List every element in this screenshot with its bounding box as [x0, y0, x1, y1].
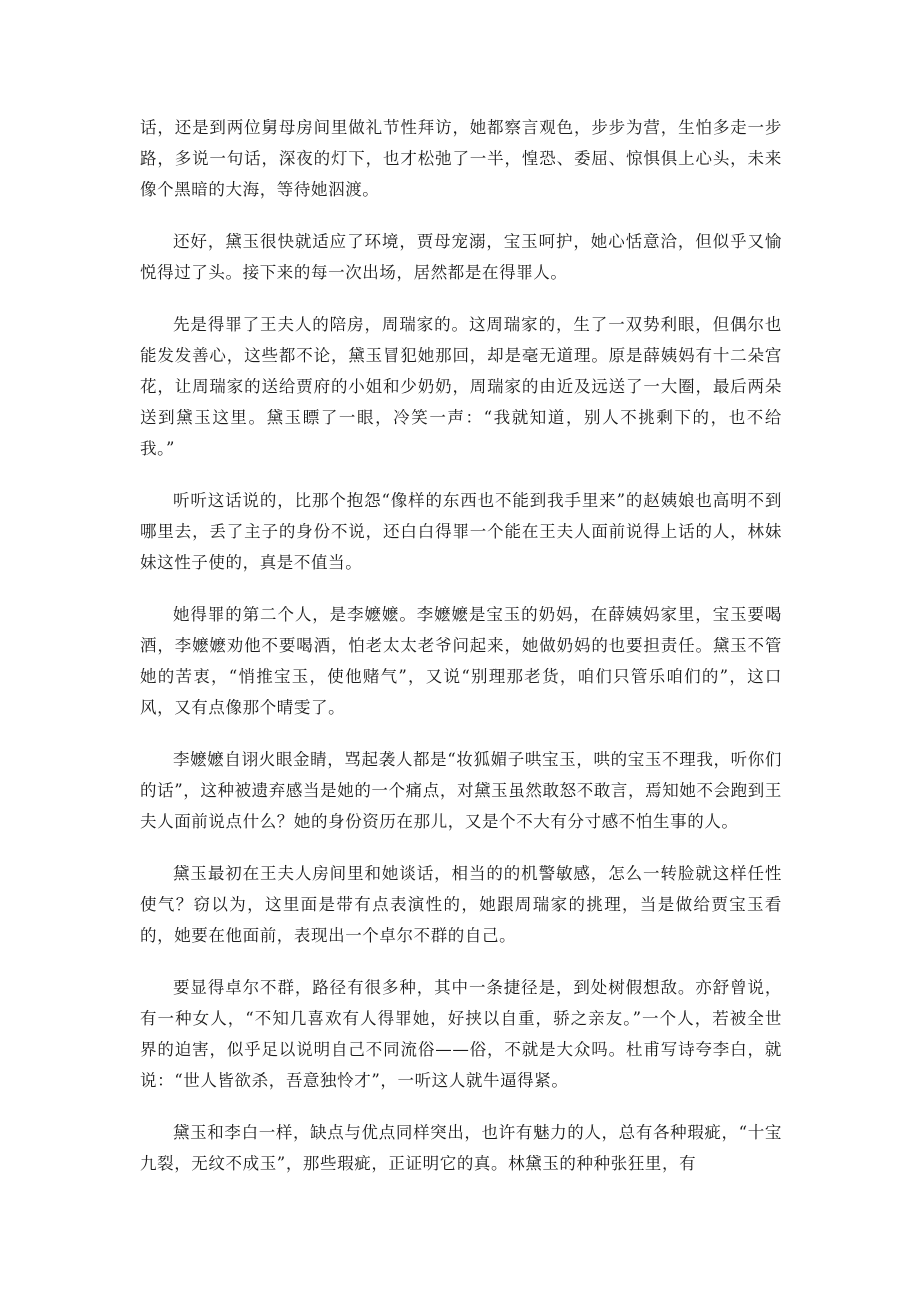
paragraph-7: 黛玉最初在王夫人房间里和她谈话，相当的的机警敏感，怎么一转脸就这样任性使气？窃以为，这里面是带有点表演性的，她跟周瑞家的挑理，当是做给贾宝玉看的，她要在他面前，表现出一个卓尔不群的自己。 [140, 864, 782, 945]
paragraph-5: 她得罪的第二个人，是李嬷嬷。李嬷嬷是宝玉的奶妈，在薛姨妈家里，宝玉要喝酒，李嬷嬷劝他不要喝酒，怕老太太老爷问起来，她做奶妈的也要担责任。黛玉不管她的苦衷，“悄推宝玉，使他赌气”，又说“别理那老货，咱们只管乐咱们的”，这口风，又有点像那个晴雯了。 [140, 605, 782, 717]
paragraph-6: 李嬷嬷自诩火眼金睛，骂起袭人都是“妆狐媚子哄宝玉，哄的宝玉不理我，听你们的话”，这种被遗弃感当是她的一个痛点，对黛玉虽然敢怒不敢言，焉知她不会跑到王夫人面前说点什么？她的身份资历在那儿，又是个不大有分寸感不怕生事的人。 [140, 750, 782, 831]
article-body [140, 112, 782, 1200]
paragraph-1: 话，还是到两位舅母房间里做礼节性拜访，她都察言观色，步步为营，生怕多走一步路，多说一句话，深夜的灯下，也才松弛了一半，惶恐、委屈、惊惧俱上心头，未来像个黑暗的大海，等待她泅渡。 [140, 118, 782, 199]
paragraph-3: 先是得罪了王夫人的陪房，周瑞家的。这周瑞家的，生了一双势利眼，但偶尔也能发发善心，这些都不论，黛玉冒犯她那回，却是毫无道理。原是薛姨妈有十二朵宫花，让周瑞家的送给贾府的小姐和少奶奶，周瑞家的由近及远送了一大圈，最后两朵送到黛玉这里。黛玉瞟了一眼，冷笑一声：“我就知道，别人不挑剩下的，也不给我。” [140, 315, 782, 458]
paragraph-9: 黛玉和李白一样，缺点与优点同样突出，也许有魅力的人，总有各种瑕疵，“十宝九裂，无纹不成玉”，那些瑕疵，正证明它的真。林黛玉的种种张狂里，有 [140, 1123, 782, 1173]
paragraph-2: 还好，黛玉很快就适应了环境，贾母宠溺，宝玉呵护，她心恬意洽，但似乎又愉悦得过了头。接下来的每一次出场，居然都是在得罪人。 [140, 232, 782, 282]
paragraph-4: 听听这话说的，比那个抱怨“像样的东西也不能到我手里来”的赵姨娘也高明不到哪里去，丢了主子的身份不说，还白白得罪一个能在王夫人面前说得上话的人，林妹妹这性子使的，真是不值当。 [140, 491, 782, 572]
paragraph-8: 要显得卓尔不群，路径有很多种，其中一条捷径是，到处树假想敌。亦舒曾说，有一种女人，“不知几喜欢有人得罪她，好挟以自重，骄之亲友。”一个人，若被全世界的迫害，似乎足以说明自己不同流俗——俗，不就是大众吗。杜甫写诗夸李白，就说：“世人皆欲杀，吾意独怜才”，一听这人就牛逼得紧。 [140, 978, 782, 1090]
